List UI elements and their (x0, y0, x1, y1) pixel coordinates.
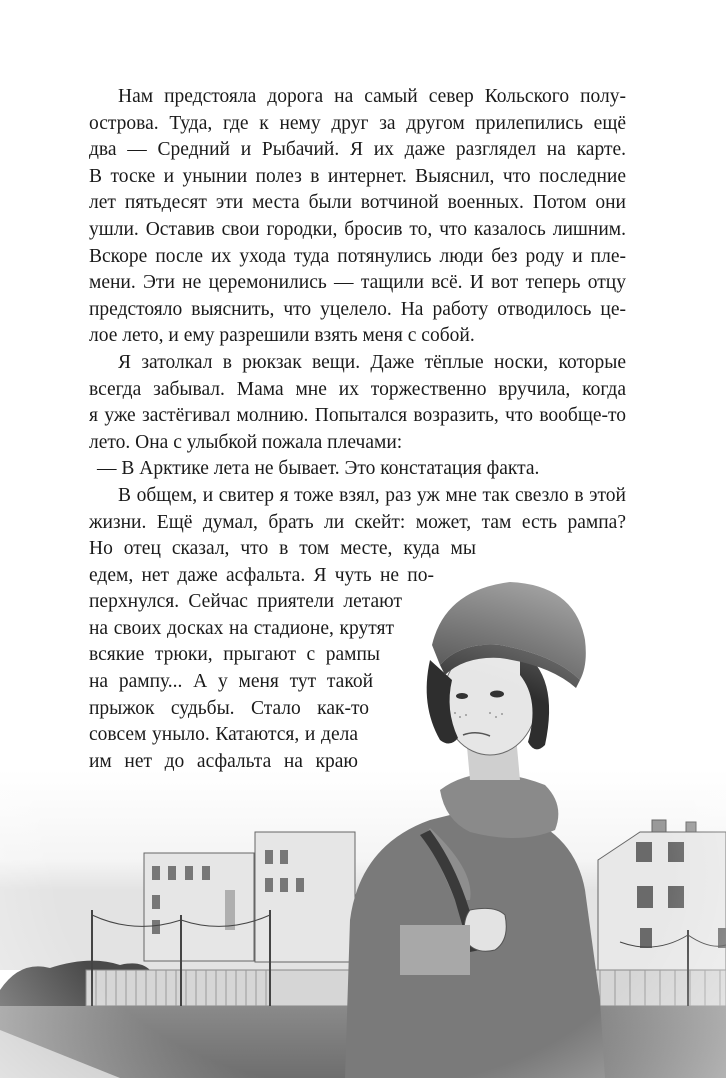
text-line: ушли. Оставив свои городки, бросив то, что казалось лишним. (89, 218, 626, 240)
text-line: Вскоре после их ухода туда потянулись люди без роду и пле- (89, 245, 626, 267)
text-line: — В Арктике лета не бывает. Это констатация факта. (97, 458, 540, 480)
text-line: я уже застёгивал молнию. Попытался возразить, что вообще-то (89, 405, 626, 427)
text-line: на своих досках на стадионе, крутят (89, 617, 394, 639)
text-line: острова. Туда, где к нему друг за другом прилепились ещё (89, 112, 626, 134)
text-line: Я затолкал в рюкзак вещи. Даже тёплые носки, которые (118, 351, 626, 373)
text-line: В общем, и свитер я тоже взял, раз уж мне так свезло в этой (118, 484, 626, 506)
text-line: лет пятьдесят эти места были вотчиной военных. Потом они (89, 192, 626, 214)
text-line: жизни. Ещё думал, брать ли скейт: может, там есть рампа? (89, 511, 626, 533)
text-line: едем, нет даже асфальта. Я чуть не по- (89, 564, 434, 586)
text-line: перхнулся. Сейчас приятели летают (89, 591, 402, 613)
text-line: всегда забывал. Мама мне их торжественно вручила, когда (89, 378, 626, 400)
text-line: Нам предстояла дорога на самый север Кольского полу- (118, 86, 626, 107)
text-line: на рампу... А у меня тут такой (89, 671, 373, 693)
text-line: прыжок судьбы. Стало как-то (89, 697, 369, 719)
text-line: Но отец сказал, что в том месте, куда мы (89, 538, 476, 560)
text-line: им нет до асфальта на краю (89, 750, 358, 772)
text-line: лое лето, и ему разрешили взять меня с собой. (89, 325, 475, 347)
text-line: совсем уныло. Катаются, и дела (89, 724, 358, 746)
text-line: В тоске и унынии полез в интернет. Выяснил, что последние (89, 165, 626, 187)
text-line: предстояло выяснить, что уцелело. На работу отводилось це- (89, 298, 626, 320)
text-line: два — Средний и Рыбачий. Я их даже разглядел на карте. (89, 139, 626, 161)
text-line: всякие трюки, прыгают с рампы (89, 644, 380, 666)
body-text (89, 84, 626, 775)
text-line: мени. Эти не церемонились — тащили всё. И вот теперь отцу (89, 272, 626, 294)
text-line: лето. Она с улыбкой пожала плечами: (89, 431, 403, 453)
